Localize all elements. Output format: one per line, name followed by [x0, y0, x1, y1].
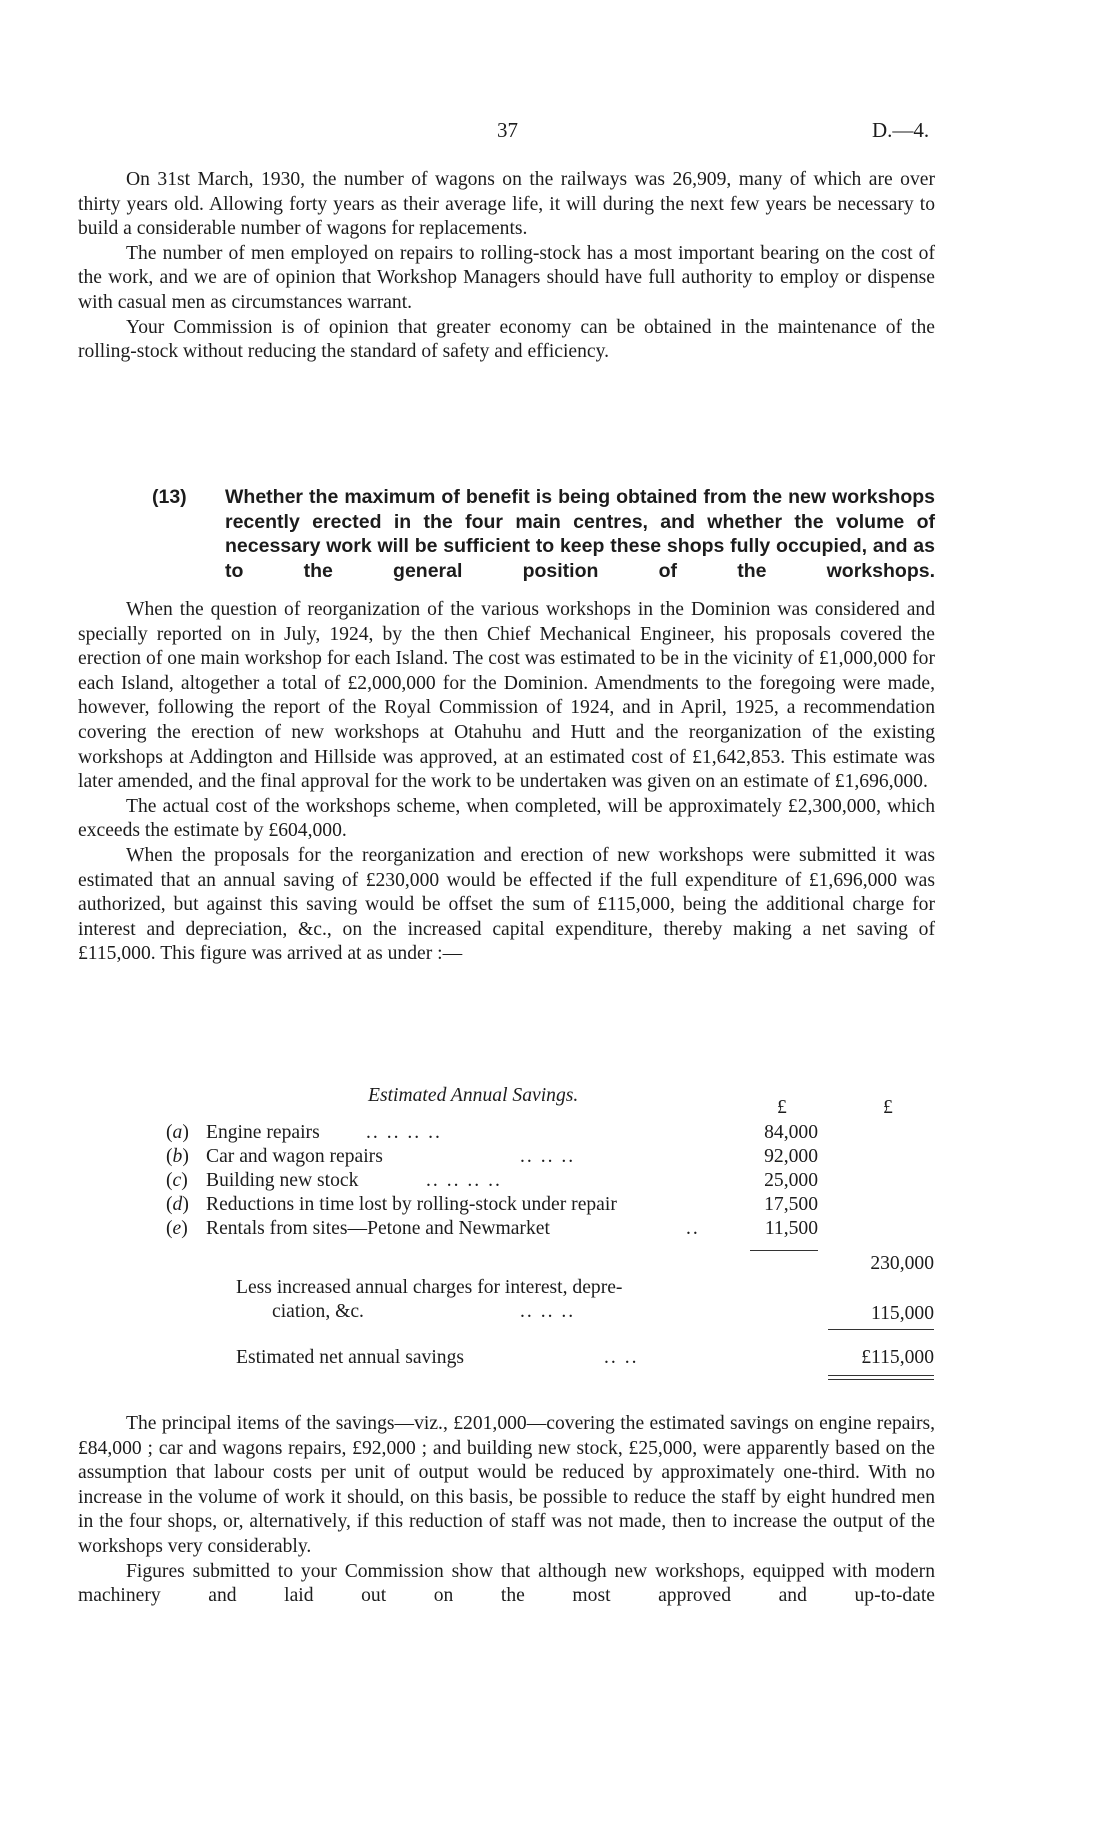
less-charges-amount: 115,000 [871, 1303, 934, 1324]
savings-table [0, 1085, 1114, 1395]
row-letter: (b) [166, 1146, 189, 1167]
row-letter: (a) [166, 1122, 189, 1143]
leader-dots: .. .. [604, 1347, 639, 1368]
column-header-pounds-total: £ [883, 1097, 893, 1118]
row-label: Reductions in time lost by rolling-stock under repair [206, 1194, 617, 1215]
page-number: 37 [497, 118, 518, 142]
less-charges-label-cont: ciation, &c. [272, 1301, 364, 1322]
paragraph: Figures submitted to your Commission show that although new workshops, equipped with modern machinery and laid out on the most approved and up-to-date [78, 1560, 935, 1607]
row-amount: 11,500 [764, 1218, 818, 1239]
column-header-pounds: £ [777, 1097, 787, 1118]
row-letter: (e) [166, 1218, 188, 1239]
document-reference: D.—4. [872, 118, 930, 142]
paragraph: When the question of reorganization of the various workshops in the Dominion was considered and specially reported on in July, 1924, by the then Chief Mechanical Engineer, his proposals covered the erection of one main workshop for each Island. The cost was estimated to be in the vicinity of £1,000,000 for each Island, altogether a total of £2,000,000 for the Dominion. Amendments to the foregoing were made, however, following the report of the Royal Commission of 1924, and in April, 1925, a recommendation covering the erection of new workshops at Otahuhu and Hutt and the reorganization of the existing workshops at Addington and Hillside was approved, at an estimated cost of £1,642,853. This estimate was later amended, and the final approval for the work to be undertaken was given on an estimate of £1,696,000. [78, 599, 935, 793]
table-caption: Estimated Annual Savings. [368, 1085, 579, 1106]
subtotal-rule [750, 1250, 818, 1251]
row-amount: 92,000 [764, 1146, 818, 1167]
paragraph: The actual cost of the workshops scheme, when completed, will be approximately £2,300,000, which exceeds the estimate by £604,000. [78, 795, 935, 842]
gross-total: 230,000 [870, 1253, 934, 1274]
net-savings-label: Estimated net annual savings [236, 1347, 464, 1368]
paragraph: Your Commission is of opinion that greater economy can be obtained in the maintenance of the rolling-stock without reducing the standard of safety and efficiency. [78, 316, 935, 363]
section-body [78, 598, 935, 967]
row-label: Building new stock .. .. .. .. [206, 1170, 502, 1191]
row-label: Rentals from sites—Petone and Newmarket .. [206, 1218, 700, 1239]
less-charges-label: Less increased annual charges for interest, depre- [236, 1277, 623, 1298]
section-heading [152, 485, 935, 608]
paragraph: When the proposals for the reorganization and erection of new workshops were submitted it was estimated that an annual saving of £230,000 would be effected if the full expenditure of £1,696,000 was authorized, but against this saving would be offset the sum of £115,000, being the additional charge for interest and depreciation, &c., on the increased capital expenditure, thereby making a net saving of £115,000. This figure was arrived at as under :— [78, 844, 935, 965]
leader-dots: .. .. .. [520, 1301, 576, 1322]
row-label: Car and wagon repairs .. .. .. [206, 1146, 576, 1167]
paragraph: On 31st March, 1930, the number of wagons on the railways was 26,909, many of which are over thirty years old. Allowing forty years as their average life, it will during the next few years be necessary to build a considerable number of wagons for replacements. [78, 169, 935, 240]
net-savings-amount: £115,000 [861, 1347, 934, 1368]
row-label: Engine repairs .. .. .. .. [206, 1122, 442, 1143]
total-rule [828, 1329, 934, 1330]
row-letter: (d) [166, 1194, 189, 1215]
row-amount: 84,000 [764, 1122, 818, 1143]
double-rule-top [828, 1375, 934, 1376]
section-title: Whether the maximum of benefit is being obtained from the new workshops recently erected in the four main centres, and whether the volume of necessary work will be sufficient to keep these shops fully occupied, and as to the general position of the workshops. [225, 486, 935, 582]
row-amount: 25,000 [764, 1170, 818, 1191]
paragraph: The principal items of the savings—viz., £201,000—covering the estimated savings on engine repairs, £84,000 ; car and wagons repairs, £92,000 ; and building new stock, £25,000, were apparently based on the assumption that labour costs per unit of output would be reduced by approximately one-third. With no increase in the volume of work it should, on this basis, be possible to reduce the staff by eight hundred men in the four shops, or, alternatively, if this reduction of staff was not made, then to increase the output of the workshops very considerably. [78, 1413, 935, 1557]
row-amount: 17,500 [764, 1194, 818, 1215]
intro-section [78, 168, 935, 365]
paragraph: The number of men employed on repairs to rolling-stock has a most important bearing on the cost of the work, and we are of opinion that Workshop Managers should have full authority to employ or dispense with casual men as circumstances warrant. [78, 242, 935, 313]
row-letter: (c) [166, 1170, 188, 1191]
double-rule-bottom [828, 1379, 934, 1380]
closing-section [78, 1412, 935, 1609]
section-number: (13) [152, 486, 187, 508]
